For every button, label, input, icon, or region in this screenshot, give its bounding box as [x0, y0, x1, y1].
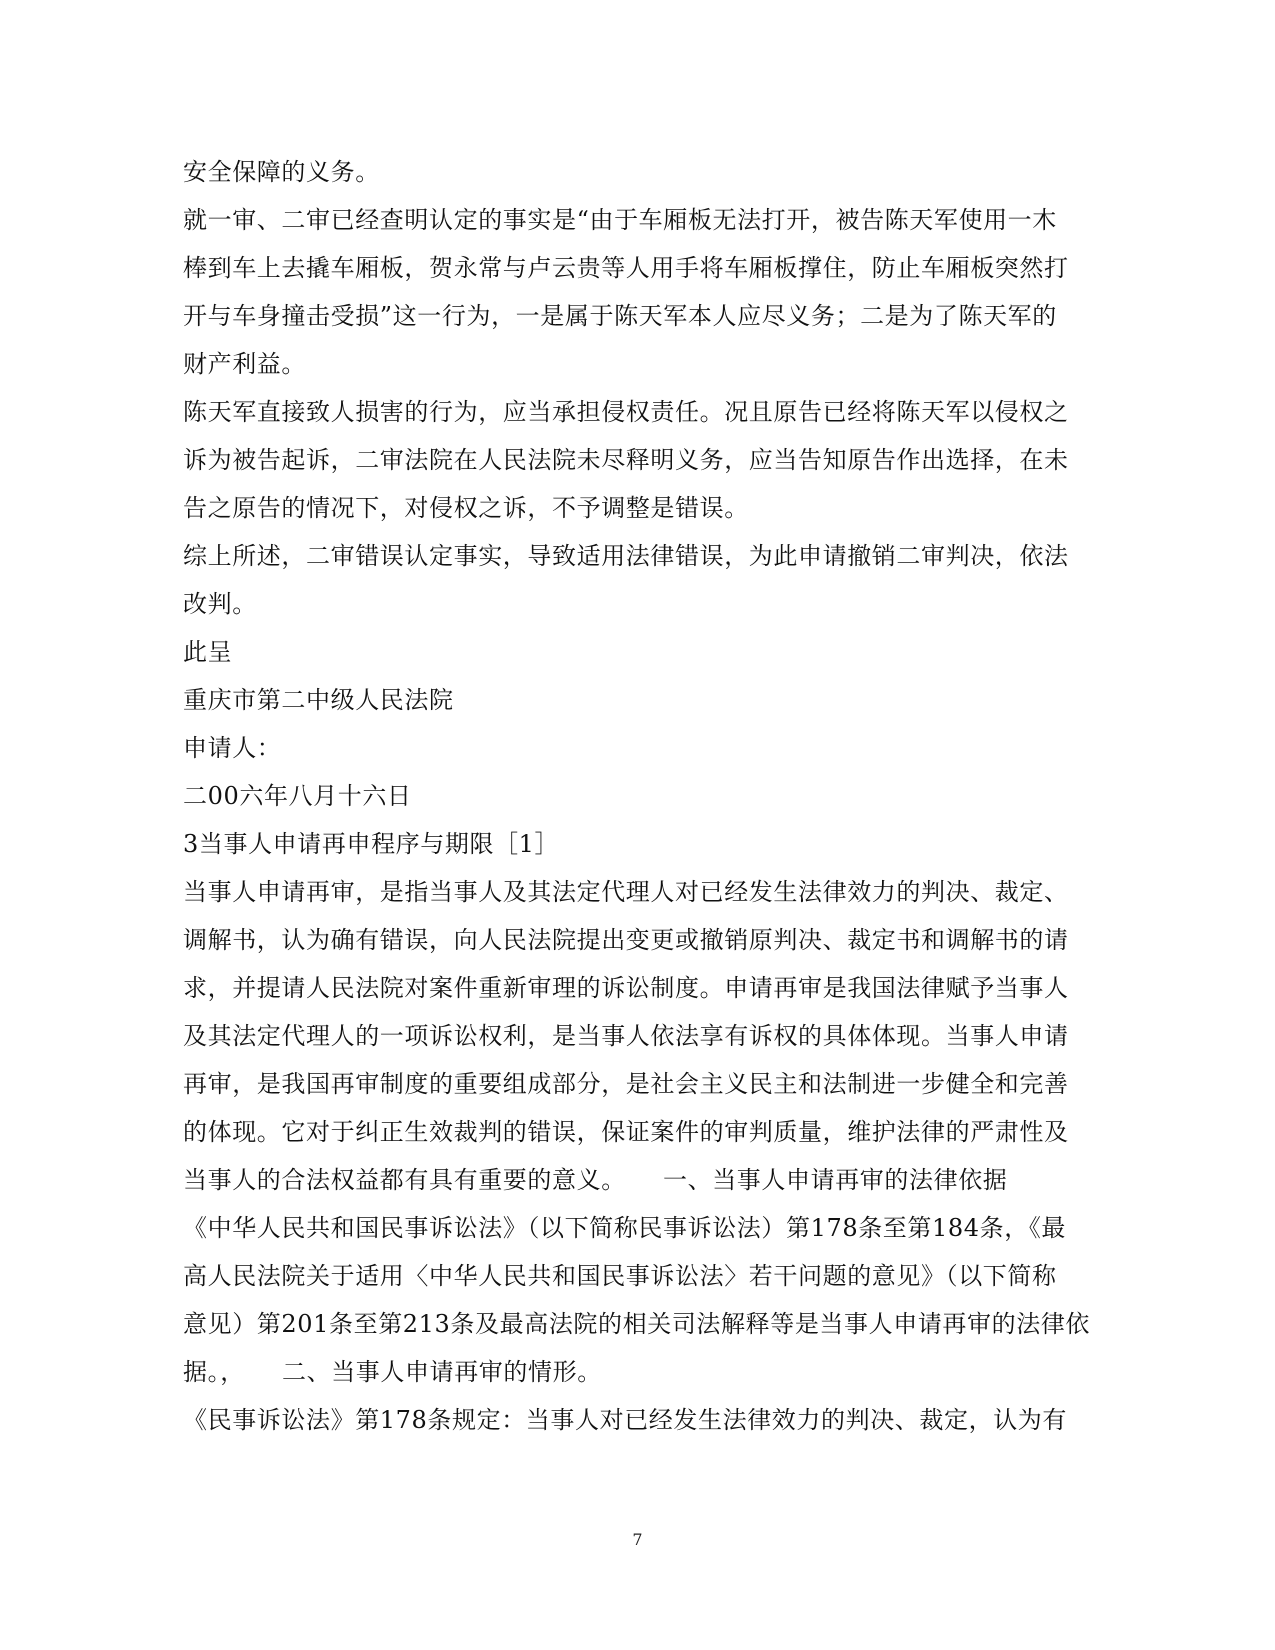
text-line: 当事人申请再审，是指当事人及其法定代理人对已经发生法律效力的判决、裁定、 [183, 878, 1069, 906]
text-line: 棒到车上去撬车厢板，贺永常与卢云贵等人用手将车厢板撑住，防止车厢板突然打 [183, 254, 1069, 282]
text-line: 再审，是我国再审制度的重要组成部分，是社会主义民主和法制进一步健全和完善 [183, 1070, 1069, 1098]
text-line: 开与车身撞击受损”这一行为，一是属于陈天军本人应尽义务；二是为了陈天军的 [183, 302, 1057, 330]
text-line: 意见）第201条至第213条及最高法院的相关司法解释等是当事人申请再审的法律依 [183, 1310, 1091, 1338]
text-line: 的体现。它对于纠正生效裁判的错误，保证案件的审判质量，维护法律的严肃性及 [183, 1118, 1069, 1146]
text-line: 及其法定代理人的一项诉讼权利，是当事人依法享有诉权的具体体现。当事人申请 [183, 1022, 1069, 1050]
text-line: 财产利益。 [183, 350, 306, 378]
text-line: 诉为被告起诉，二审法院在人民法院未尽释明义务，应当告知原告作出选择，在未 [183, 446, 1069, 474]
applicant-line: 申请人： [183, 734, 282, 762]
recipient-line: 重庆市第二中级人民法院 [183, 686, 454, 714]
text-line: 陈天军直接致人损害的行为，应当承担侵权责任。况且原告已经将陈天军以侵权之 [183, 398, 1069, 426]
text-line: 高人民法院关于适用〈中华人民共和国民事诉讼法〉若干问题的意见》（以下简称 [183, 1262, 1057, 1290]
text-line: 《民事诉讼法》第178条规定：当事人对已经发生法律效力的判决、裁定，认为有 [183, 1406, 1068, 1434]
text-line: 求，并提请人民法院对案件重新审理的诉讼制度。申请再审是我国法律赋予当事人 [183, 974, 1069, 1002]
section-heading: 3当事人申请再申程序与期限［1］ [183, 830, 560, 858]
text-line: 调解书，认为确有错误，向人民法院提出变更或撤销原判决、裁定书和调解书的请 [183, 926, 1069, 954]
text-line: 综上所述，二审错误认定事实，导致适用法律错误，为此申请撤销二审判决，依法 [183, 542, 1069, 570]
text-line: 告之原告的情况下，对侵权之诉，不予调整是错误。 [183, 494, 749, 522]
document-body [183, 148, 1091, 1444]
text-line: 《中华人民共和国民事诉讼法》（以下简称民事诉讼法）第178条至第184条，《最 [183, 1214, 1067, 1242]
date-line: 二00六年八月十六日 [183, 782, 412, 810]
text-line: 据。， 二、当事人申请再审的情形。 [183, 1358, 602, 1386]
closing-line: 此呈 [183, 638, 233, 666]
text-line: 安全保障的义务。 [183, 158, 380, 186]
text-line: 改判。 [183, 590, 257, 618]
page-number: 7 [632, 1530, 643, 1549]
text-line: 当事人的合法权益都有具有重要的意义。 一、当事人申请再审的法律依据 [183, 1166, 1008, 1194]
text-line: 就一审、二审已经查明认定的事实是“由于车厢板无法打开，被告陈天军使用一木 [183, 206, 1057, 234]
